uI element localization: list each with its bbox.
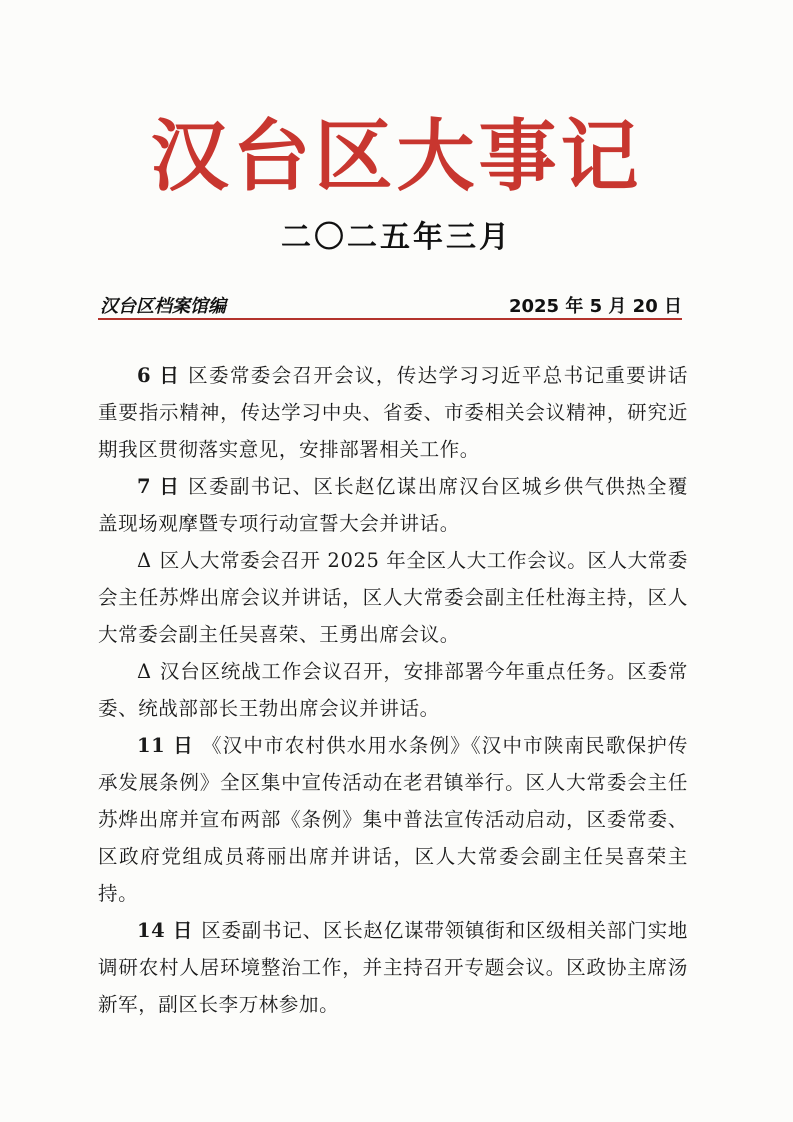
delta-marker: Δ (137, 549, 152, 572)
entry-text: 区人大常委会召开 2025 年全区人大工作会议。区人大常委会主任苏烨出席会议并讲话，区人大常委会副主任杜海主持，区人大常委会副主任吴喜荣、王勇出席会议。 (98, 549, 688, 646)
entry-text: 汉台区统战工作会议召开，安排部署今年重点任务。区委常委、统战部部长王勃出席会议并讲话。 (98, 660, 688, 720)
entry-text: 《汉中市农村供水用水条例》《汉中市陕南民歌保护传承发展条例》全区集中宣传活动在老君镇举行。区人大常委会主任苏烨出席并宣布两部《条例》集中普法宣传活动启动，区委常委、区政府党组成员蒋丽出席并讲话，区人大常委会副主任吴喜荣主持。 (98, 734, 689, 905)
header-divider (98, 318, 682, 320)
entry-paragraph (98, 727, 688, 912)
delta-marker: Δ (137, 660, 152, 683)
publication-date: 2025 年 5 月 20 日 (508, 296, 682, 317)
entry-paragraph (98, 468, 688, 542)
issue-date-title: 二〇二五年三月 (281, 220, 512, 255)
masthead-title: 汉台区大事记 (150, 111, 643, 202)
entry-day-marker: 6 日 (137, 364, 181, 387)
meta-row (100, 292, 682, 318)
entry-paragraph (98, 357, 688, 468)
entry-day-marker: 7 日 (137, 475, 181, 498)
entry-paragraph (98, 542, 688, 653)
entry-text: 区委副书记、区长赵亿谋出席汉台区城乡供气供热全覆盖现场观摩暨专项行动宣誓大会并讲话。 (98, 475, 688, 535)
entry-day-marker: 14 日 (137, 919, 194, 942)
entry-text: 区委常委会召开会议，传达学习习近平总书记重要讲话重要指示精神，传达学习中央、省委、市委相关会议精神，研究近期我区贯彻落实意见，安排部署相关工作。 (98, 364, 688, 461)
entry-text: 区委副书记、区长赵亿谋带领镇街和区级相关部门实地调研农村人居环境整治工作，并主持召开专题会议。区政协主席汤新军，副区长李万林参加。 (98, 919, 689, 1016)
editor-credit: 汉台区档案馆编 (100, 296, 226, 317)
entry-day-marker: 11 日 (137, 734, 194, 757)
entry-paragraph (98, 653, 688, 727)
entry-paragraph (98, 912, 688, 1023)
entries-list (98, 357, 688, 1023)
